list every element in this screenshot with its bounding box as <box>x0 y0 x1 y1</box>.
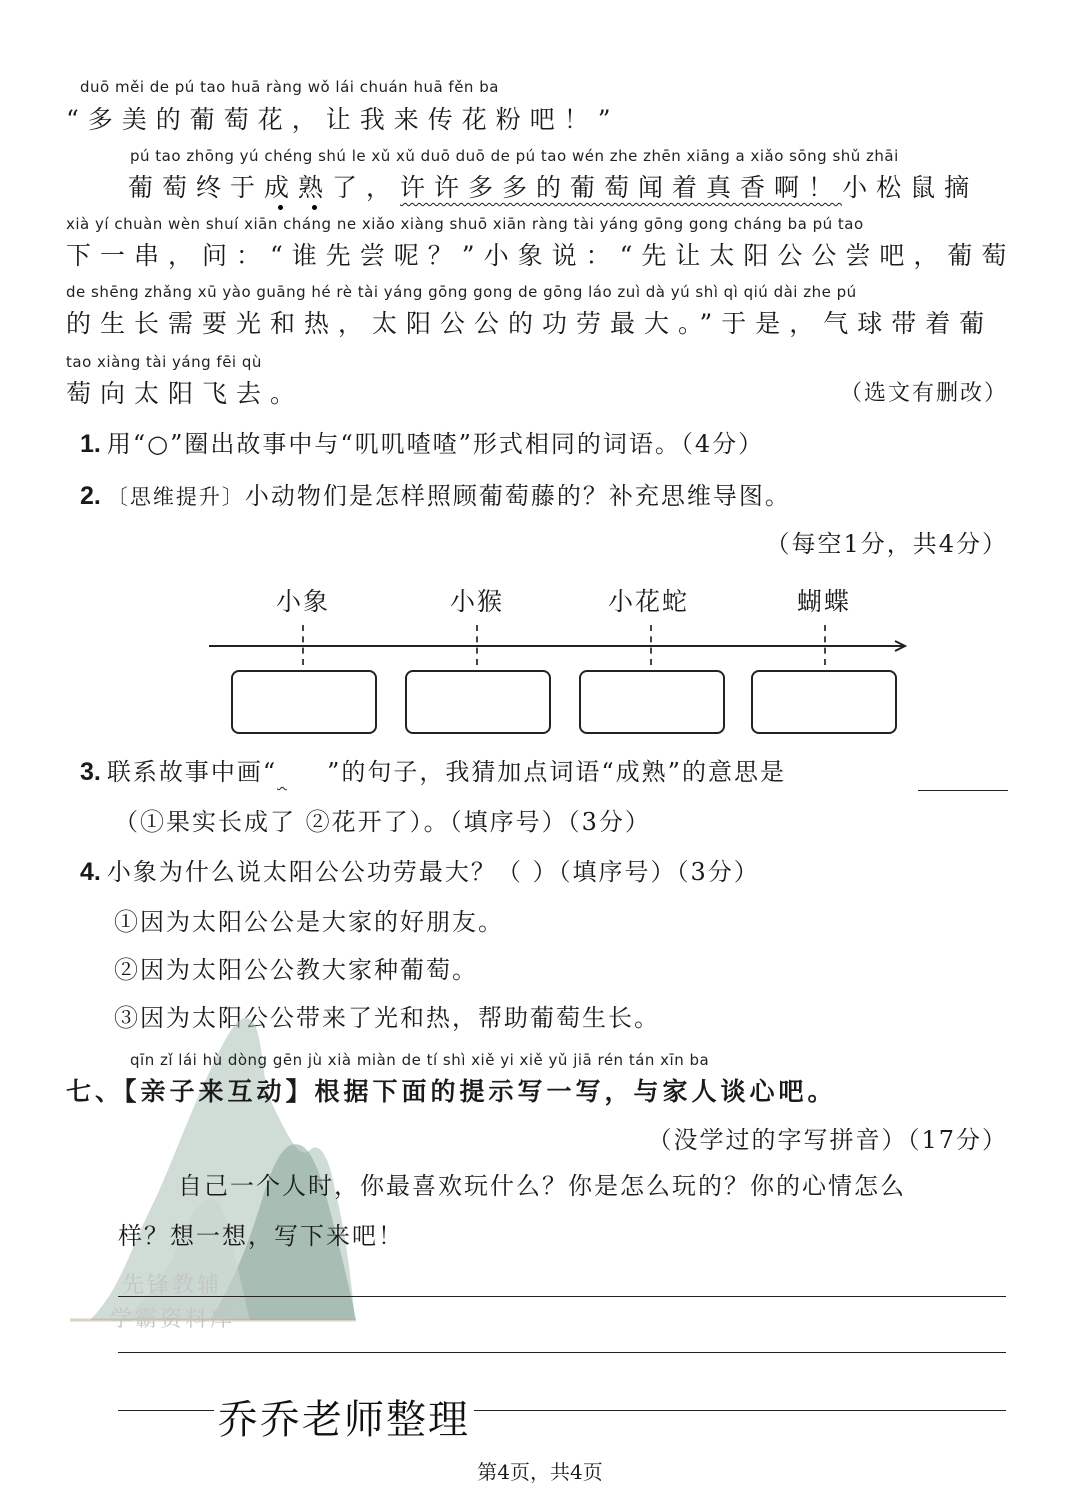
passage-line-5: 萄向太阳飞去。 <box>66 379 305 408</box>
answer-box-elephant[interactable] <box>231 670 377 734</box>
question-number: 4. <box>80 858 101 886</box>
answer-blank[interactable] <box>918 790 1008 791</box>
question-1 <box>80 424 764 459</box>
mindmap-label-snake: 小花蛇 <box>608 587 690 616</box>
section-7-prompt-2: 样？想一想，写下来吧！ <box>118 1222 404 1250</box>
question-3-options: （①果实长成了 ②花开了）。（填序号）（3分） <box>114 808 651 836</box>
mindmap-label-monkey: 小猴 <box>450 587 505 616</box>
pinyin-line-5: tao xiàng tài yáng fēi qù <box>66 353 262 371</box>
question-2 <box>80 476 791 511</box>
dotted-word-chengshu <box>264 173 332 202</box>
emphasis-dot <box>278 205 283 210</box>
pinyin-line-4: de shēng zhǎng xū yào guāng hé rè tài yáng gōng gong de gōng láo zuì dà yú shì qì qiú dài zhe pú <box>66 283 857 301</box>
signature-text: 乔乔老师整理 <box>214 1388 474 1445</box>
section-7-prompt-1: 自己一个人时，你最喜欢玩什么？你是怎么玩的？你的心情怎么 <box>178 1172 906 1200</box>
watermark-text-1: 先锋教辅 <box>122 1273 223 1298</box>
question-text: 小动物们是怎样照顾葡萄藤的？补充思维导图。 <box>244 482 791 510</box>
passage-text: 了， <box>332 173 401 202</box>
mindmap-tick <box>302 625 304 665</box>
passage-line-4: 的生长需要光和热，太阳公公的功劳最大。”于是，气球带着葡 <box>66 309 994 338</box>
question-number: 1. <box>80 430 101 458</box>
question-text: 用“○”圈出故事中与“叽叽喳喳”形式相同的词语。（4分） <box>106 430 765 458</box>
wavy-underlined-sentence: 许许多多的葡萄闻着真香啊！ <box>400 173 843 202</box>
option-2: ②因为太阳公公教大家种葡萄。 <box>114 956 478 984</box>
writing-line-2[interactable] <box>118 1352 1006 1353</box>
mindmap-label-butterfly: 蝴蝶 <box>797 587 852 616</box>
question-2-score: （每空1分，共4分） <box>765 530 1008 558</box>
pinyin-line-2: pú tao zhōng yú chéng shú le xǔ xǔ duō duō de pú tao wén zhe zhēn xiāng a xiǎo sōng shǔ zhāi <box>130 147 899 165</box>
answer-box-snake[interactable] <box>579 670 725 734</box>
passage-line-1: “多美的葡萄花，让我来传花粉吧！” <box>66 105 620 134</box>
question-text: 联系故事中画“ <box>106 758 278 786</box>
option-1: ①因为太阳公公是大家的好朋友。 <box>114 908 504 936</box>
mindmap-tick <box>476 625 478 665</box>
pinyin-line-3: xià yí chuàn wèn shuí xiān cháng ne xiǎo xiàng shuō xiān ràng tài yáng gōng gong cháng ba pú tao <box>66 215 864 233</box>
mindmap-label-elephant: 小象 <box>276 587 331 616</box>
section-7-title: 七、【亲子来互动】根据下面的提示写一写，与家人谈心吧。 <box>66 1077 837 1106</box>
pinyin-section-7: qīn zǐ lái hù dòng gēn jù xià miàn de tí shì xiě yi xiě yǔ jiā rén tán xīn ba <box>130 1051 710 1069</box>
answer-box-butterfly[interactable] <box>751 670 897 734</box>
page-footer: 第4页，共4页 <box>477 1460 603 1484</box>
question-text: ”的句子，我猜加点词语“成熟”的意思是 <box>327 758 786 786</box>
question-3 <box>80 752 786 787</box>
answer-box-monkey[interactable] <box>405 670 551 734</box>
question-4 <box>80 852 760 887</box>
question-number: 3. <box>80 758 101 786</box>
emphasis-dot <box>312 205 317 210</box>
pinyin-line-1: duō měi de pú tao huā ràng wǒ lái chuán huā fěn ba <box>80 78 499 96</box>
passage-text: 小松鼠摘 <box>842 173 979 202</box>
section-7-score: （没学过的字写拼音）（17分） <box>647 1126 1008 1154</box>
passage-line-2 <box>128 168 978 204</box>
question-text: 小象为什么说太阳公公功劳最大？（ ）（填序号）（3分） <box>106 858 760 886</box>
passage-line-3: 下一串，问：“谁先尝呢？”小象说：“先让太阳公公尝吧，葡萄 <box>66 241 1016 270</box>
question-number: 2. <box>80 482 101 510</box>
mindmap-arrow <box>205 636 915 656</box>
watermark-text-2: 学霸资料库 <box>110 1307 236 1332</box>
passage-text: 成熟 <box>264 173 333 202</box>
writing-line-1[interactable] <box>118 1296 1006 1297</box>
mindmap-tick <box>824 625 826 665</box>
source-note: （选文有删改） <box>839 381 1008 406</box>
question-tag: 〔思维提升〕 <box>106 485 245 509</box>
option-3: ③因为太阳公公带来了光和热，帮助葡萄生长。 <box>114 1004 660 1032</box>
passage-text: 葡萄终于 <box>128 173 265 202</box>
wavy-sample <box>277 758 327 786</box>
mindmap-tick <box>650 625 652 665</box>
